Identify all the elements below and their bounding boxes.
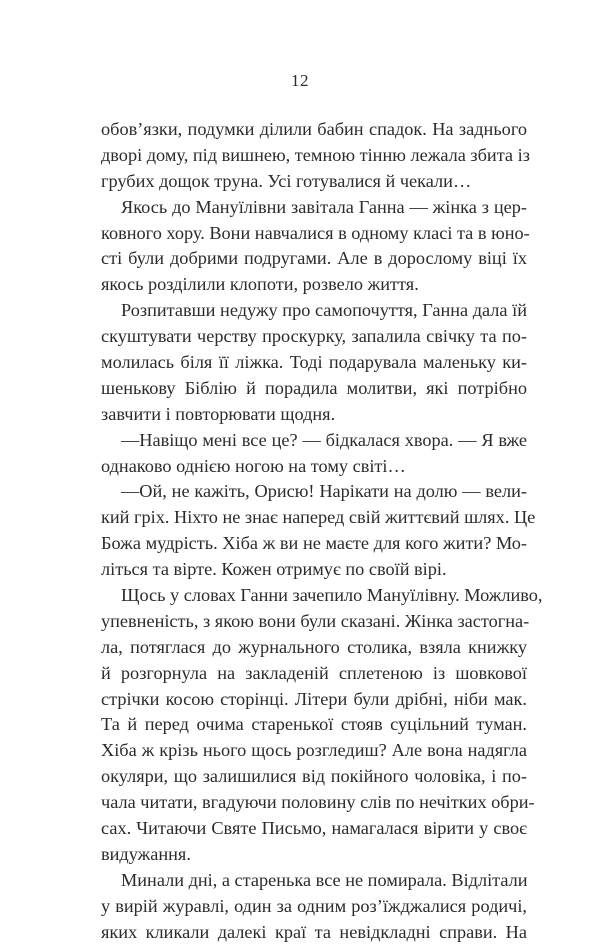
text-line: й розгорнула на закладеній сплетеною із шовкової: [101, 662, 527, 683]
text-line: яких кликали далекі краї та невідкладні справи. На: [101, 921, 527, 942]
text-line: Щось у словах Ганни зачепило Мануїлівну. Можливо,: [121, 585, 543, 606]
text-line: шенькову Біблію й порадила молитви, які потрібно: [101, 377, 527, 398]
text-line: ковного хору. Вони навчалися в одному класі та в юно-: [101, 222, 530, 243]
text-line: Божа мудрість. Хіба ж ви не маєте для кого жити? Мо-: [101, 533, 527, 554]
text-line: Якось до Мануїлівни завітала Ганна — жінка з цер-: [121, 196, 527, 217]
text-line: обов’язки, подумки ділили бабин спадок. На заднього: [101, 119, 527, 139]
text-line: грубих дощок труна. Усі готувалися й чекали…: [101, 170, 472, 191]
text-line: якось розділили клопоти, розвело життя.: [101, 274, 419, 295]
text-line: окуляри, що залишилися від покійного чоловіка, і по-: [101, 766, 527, 787]
text-line: сті були добрими подругами. Але в дорослому віці їх: [101, 248, 527, 269]
text-line: —Навіщо мені все це? — бідкалася хвора. — Я вже: [121, 429, 527, 450]
text-line: кий гріх. Ніхто не знає наперед свій життєвий шлях. Це: [101, 507, 536, 528]
text-line: сах. Читаючи Святе Письмо, намагалася вірити у своє: [101, 818, 527, 839]
text-line: чала читати, вгадуючи половину слів по нечітких обри-: [101, 792, 535, 813]
text-line: стрічки косою сторінці. Літери були дрібні, ніби мак.: [101, 688, 527, 709]
text-line: Та й перед очима старенької стояв суцільний туман.: [101, 714, 527, 735]
text-line: у вирій журавлі, один за одним роз’їжджалися родичі,: [101, 895, 527, 916]
text-line: літься та вірте. Кожен отримує по своїй вірі.: [101, 559, 447, 580]
text-line: Розпитавши недужу про самопочуття, Ганна дала їй: [121, 300, 527, 321]
text-line: упевненість, з якою вони були сказані. Жінка застогна-: [101, 610, 530, 631]
text-line: —Ой, не кажіть, Орисю! Нарікати на долю — вели-: [121, 481, 527, 502]
text-line: завчити і повторювати щодня.: [101, 403, 336, 424]
body-text: [101, 117, 543, 946]
text-line: молилась біля її ліжка. Тоді подарувала маленьку ки-: [101, 352, 527, 373]
page-number: 12: [291, 71, 309, 90]
text-line: ла, потяглася до журнального столика, взяла книжку: [101, 636, 527, 657]
text-line: скуштувати черству проскурку, запалила свічку та по-: [101, 326, 527, 347]
text-line: Хіба ж крізь нього щось розгледиш? Але вона надягла: [101, 740, 527, 761]
text-line: видужання.: [101, 843, 191, 864]
text-line: Минали дні, а старенька все не помирала. Відлітали: [121, 869, 528, 890]
text-line: однаково однією ногою на тому світі…: [101, 455, 406, 476]
text-line: дворі дому, під вишнею, темною тінню лежала збита із: [101, 144, 530, 165]
